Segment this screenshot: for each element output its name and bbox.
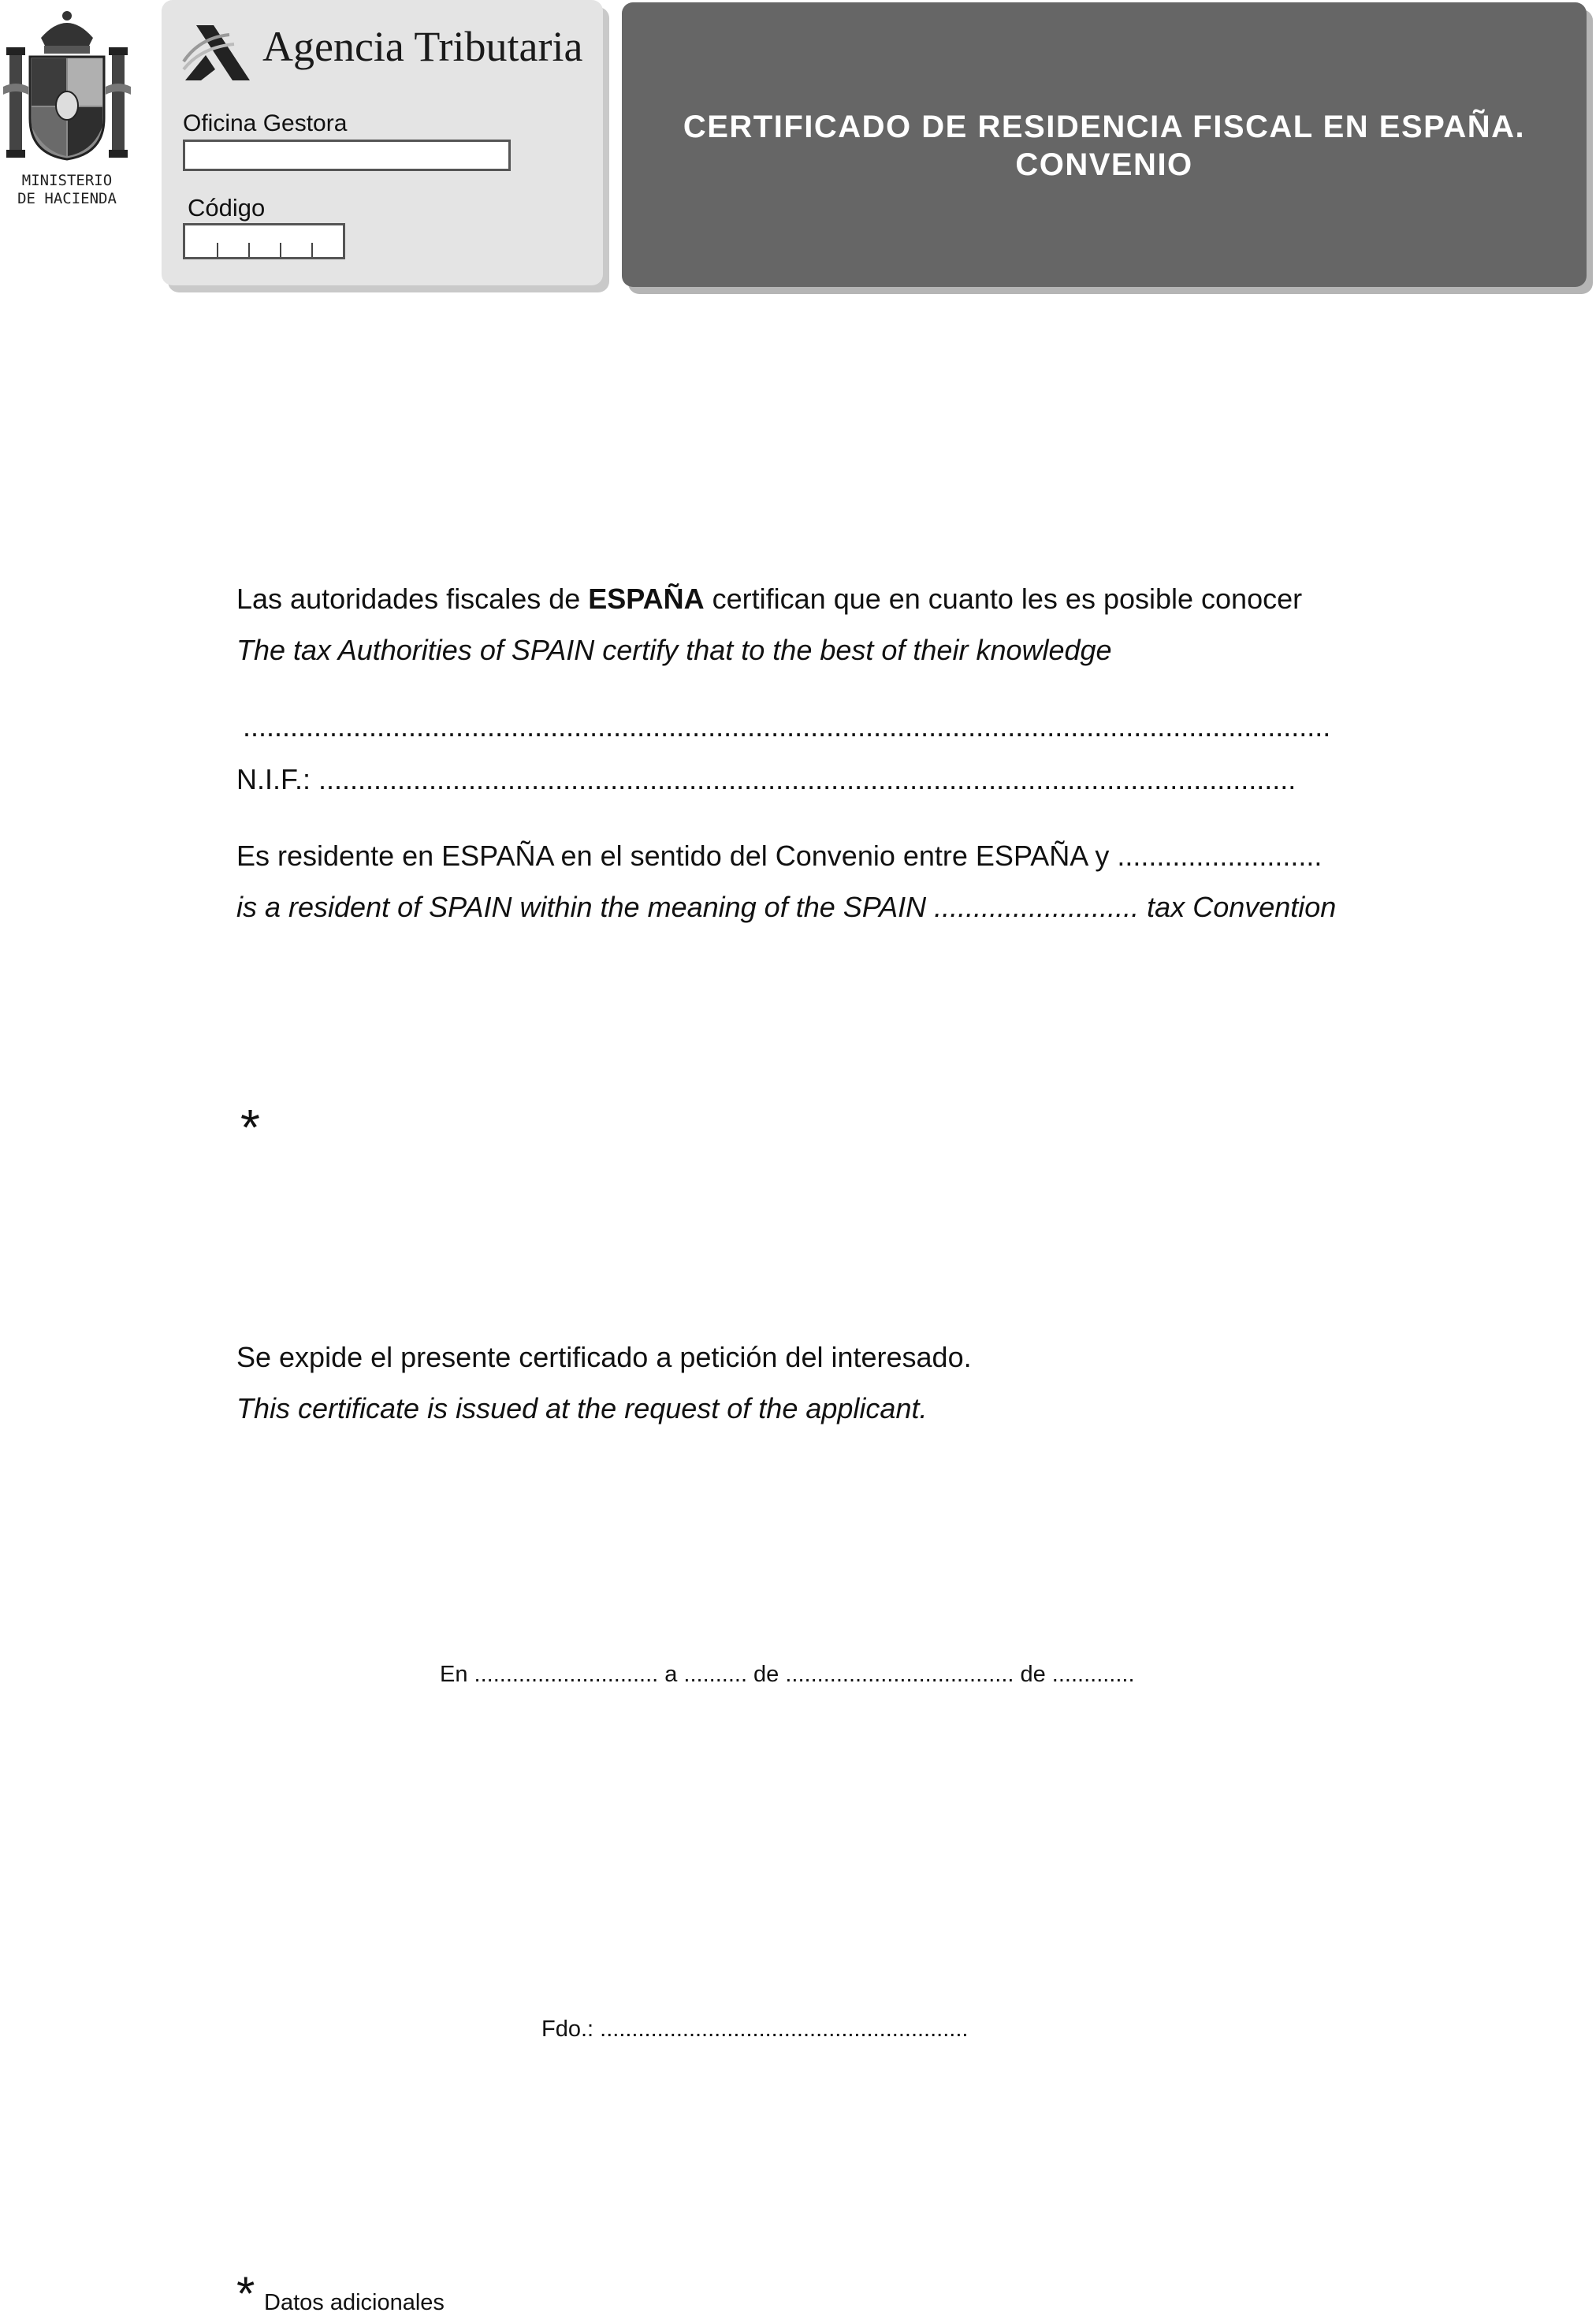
title-line: CONVENIO bbox=[1015, 147, 1193, 182]
signature-line[interactable]: Fdo.: .......................................................... bbox=[541, 2017, 969, 2042]
document-title bbox=[622, 108, 1587, 184]
office-label: Oficina Gestora bbox=[183, 110, 348, 136]
agency-name: Agencia Tributaria bbox=[262, 23, 583, 70]
place-date-line[interactable]: En ............................. a .......... de .................................... de ............. bbox=[440, 1662, 1135, 1687]
agency-logo-icon bbox=[182, 24, 253, 82]
residence-statement-en: is a resident of SPAIN within the meaning of the SPAIN .......................... tax Convention bbox=[236, 891, 1337, 923]
title-panel bbox=[622, 2, 1587, 287]
ministry-name bbox=[0, 172, 134, 208]
ministry-line: MINISTERIO bbox=[21, 172, 113, 189]
ministry-line: DE HACIENDA bbox=[17, 190, 117, 207]
agency-panel bbox=[162, 0, 603, 285]
coat-of-arms-icon bbox=[0, 8, 134, 166]
taxpayer-name-field[interactable]: .......................................................................................................................................... bbox=[243, 710, 1331, 743]
code-divider bbox=[217, 243, 218, 257]
certify-text: certifican que en cuanto les es posible conocer bbox=[704, 583, 1303, 615]
additional-data-label: Datos adicionales bbox=[264, 2290, 445, 2315]
certify-statement-es bbox=[236, 582, 1302, 616]
issued-statement-es: Se expide el presente certificado a petición del interesado. bbox=[236, 1341, 972, 1373]
code-label: Código bbox=[188, 194, 266, 222]
code-field[interactable] bbox=[183, 223, 345, 259]
certify-text: Las autoridades fiscales de bbox=[236, 583, 589, 615]
issued-statement-en: This certificate is issued at the request of the applicant. bbox=[236, 1392, 928, 1424]
office-field[interactable] bbox=[183, 140, 511, 171]
residence-statement-es: Es residente en ESPAÑA en el sentido del Convenio entre ESPAÑA y .......................... bbox=[236, 840, 1323, 872]
additional-data-marker: * bbox=[240, 1099, 260, 1156]
code-divider bbox=[248, 243, 250, 257]
code-divider bbox=[280, 243, 281, 257]
country-name: ESPAÑA bbox=[588, 583, 705, 615]
certify-statement-en: The tax Authorities of SPAIN certify that to the best of their knowledge bbox=[236, 634, 1112, 666]
title-line: CERTIFICADO DE RESIDENCIA FISCAL EN ESPAÑA. bbox=[683, 110, 1526, 144]
code-divider bbox=[311, 243, 313, 257]
taxpayer-nif-field[interactable]: N.I.F.: ............................................................................................................................ bbox=[236, 763, 1297, 795]
footer-asterisk: * bbox=[236, 2267, 255, 2320]
